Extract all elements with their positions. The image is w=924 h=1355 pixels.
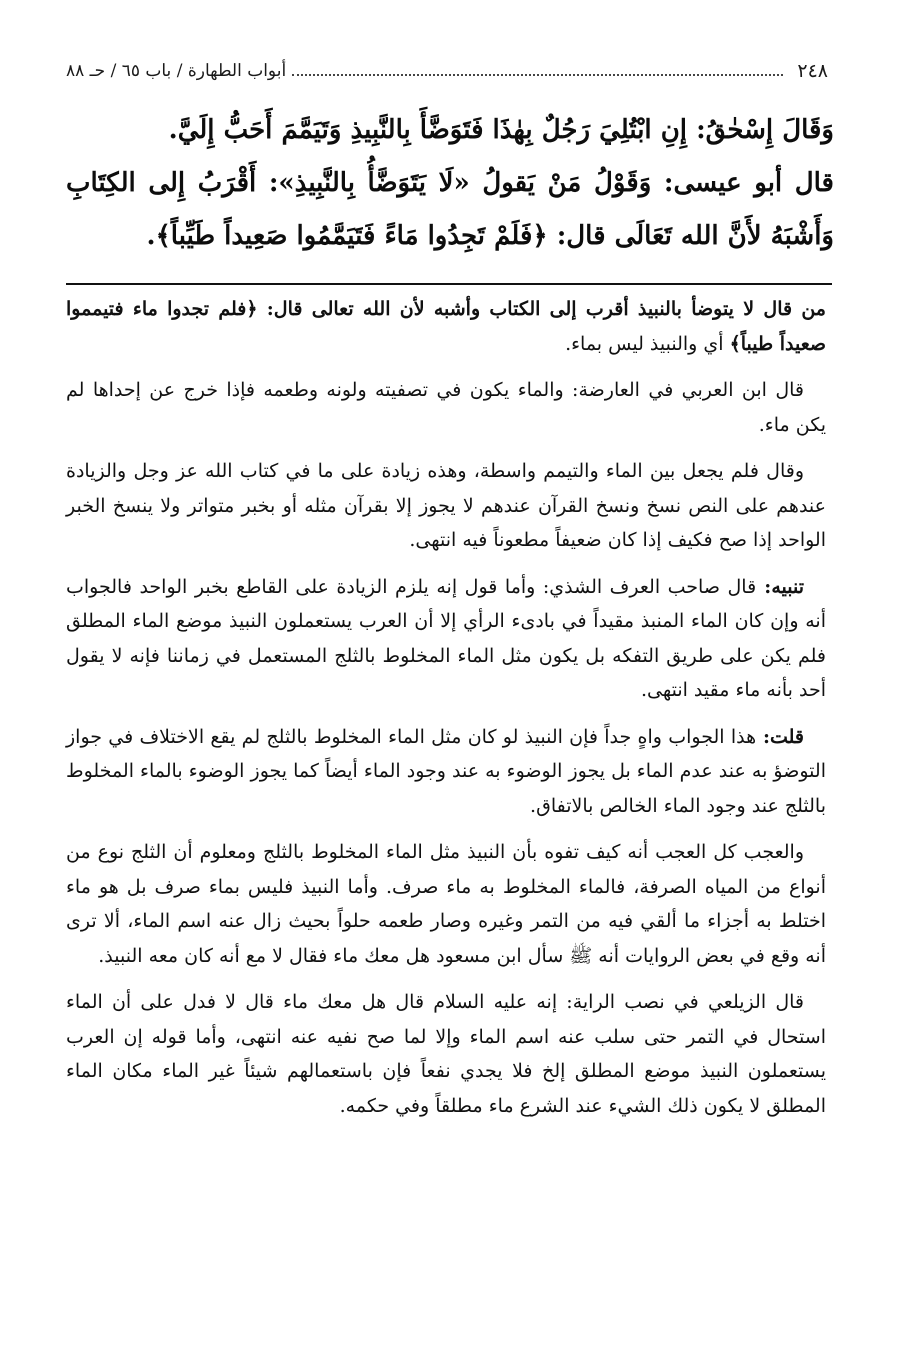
commentary-paragraph-7	[66, 985, 826, 1123]
commentary-paragraph-4-text: قال صاحب العرف الشذي: وأما قول إنه يلزم الزيادة على القاطع بخبر الواحد فالجواب أنه وإن كان الماء المنبذ مقيداً في بادىء الرأي إلا أن العرب يستعملون النبيذ موضع الماء المطلق فلم يكن على طريق التفكه بل يكون مثل الماء المخلوط بالثلج المستعمل في زماننا فإنه لا يقول أحد بأنه ماء مقيد انتهى.	[66, 575, 826, 701]
commentary-paragraph-3	[66, 454, 826, 558]
dotted-leader	[292, 74, 783, 76]
commentary-paragraph-2	[66, 373, 826, 442]
commentary-paragraph-5	[66, 720, 826, 824]
page-header	[66, 56, 828, 86]
commentary-paragraph-6	[66, 835, 826, 973]
page-number: ٢٤٨	[797, 60, 828, 82]
commentary-heading: من قال لا يتوضأ بالنبيذ أقرب إلى الكتاب وأشبه لأن الله تعالى قال: ﴿فلم تجدوا ماء فتيمموا صعيداً طيباً﴾	[66, 298, 826, 355]
commentary-paragraph-6-text: والعجب كل العجب أنه كيف تفوه بأن النبيذ مثل الماء المخلوط بالثلج ومعلوم أن الثلج نوع من أنواع من المياه الصرفة، فالماء المخلوط به ماء صرف. وأما النبيذ فليس بماء صرف بل هو ماء اختلط به أجزاء ما ألقي فيه من التمر وغيره وصار طعمه حلواً بحيث زال عنه اسم الماء، ألا ترى أنه وقع في بعض الروايات أنه ﷺ سأل ابن مسعود هل معك ماء فقال لا مع أنه كان معه النبيذ.	[66, 841, 826, 967]
separator-rule	[66, 283, 832, 285]
hadith-text	[66, 104, 834, 263]
author-remark-label: قلت:	[756, 725, 804, 748]
commentary-paragraph-4	[66, 570, 826, 708]
commentary-paragraph-3-text: وقال فلم يجعل بين الماء والتيمم واسطة، وهذه زيادة على ما في كتاب الله عز وجل والزيادة عندهم على النص نسخ ونسخ القرآن عندهم لا يجوز إلا بقرآن مثله أو بخبر متواتر ولا ينسخ الخبر الواحد إذا صح فكيف إذا كان ضعيفاً مطعوناً فيه انتهى.	[66, 460, 826, 551]
hadith-paragraph-2: قال أبو عيسى: وَقَوْلُ مَنْ يَقولُ «لَا يَتَوَضَّأُ بِالنَّبِيذِ»: أَقْرَبُ إِلى الكِتَابِ وَأَشْبَهُ لأَنَّ الله تَعَالَى قال: ﴿فَلَمْ تَجِدُوا مَاءً فَتَيَمَّمُوا صَعِيداً طَيِّباً﴾.	[66, 168, 834, 251]
commentary-paragraph-2-text: قال ابن العربي في العارضة: والماء يكون في تصفيته ولونه وطعمه فإذا خرج عن إحداها لم يكن ماء.	[66, 379, 826, 436]
commentary-paragraph-7-text: قال الزيلعي في نصب الراية: إنه عليه السلام قال هل معك ماء قال لا فدل على أن الماء استحال في التمر حتى سلب عنه اسم الماء وإلا لما صح نفيه عنه انتهى، وأما قوله إن العرب يستعملون النبيذ موضع المطلق إلخ فلا يجدي نفعاً فإن باستعمالهم شيئاً غير الماء مكان الماء المطلق لا يكون ذلك الشيء عند الشرع ماء مطلقاً وفي حكمه.	[66, 991, 826, 1117]
commentary-paragraph-5-text: هذا الجواب واهٍ جداً فإن النبيذ لو كان مثل الماء المخلوط بالثلج لم يقع الاختلاف في جواز التوضؤ به عند عدم الماء بل يجوز الوضوء به عند وجود الماء أيضاً كما يجوز الوضوء بالماء المخلوط بالثلج عند وجود الماء الخالص بالاتفاق.	[66, 725, 826, 817]
running-title: أبواب الطهارة / باب ٦٥ / حـ ٨٨	[66, 61, 287, 81]
hadith-paragraph-1: وَقَالَ إِسْحٰقُ: إِنِ ابْتُلِيَ رَجُلٌ بِهٰذَا فَتَوَضَّأَ بِالنَّبِيذِ وَتَيَمَّمَ أَحَبُّ إِلَيَّ.	[168, 115, 834, 145]
commentary-paragraph-1-rest: أي والنبيذ ليس بماء.	[565, 332, 730, 355]
note-label: تنبيه:	[756, 575, 804, 598]
commentary-text	[66, 292, 826, 1135]
commentary-paragraph-1	[66, 292, 826, 361]
